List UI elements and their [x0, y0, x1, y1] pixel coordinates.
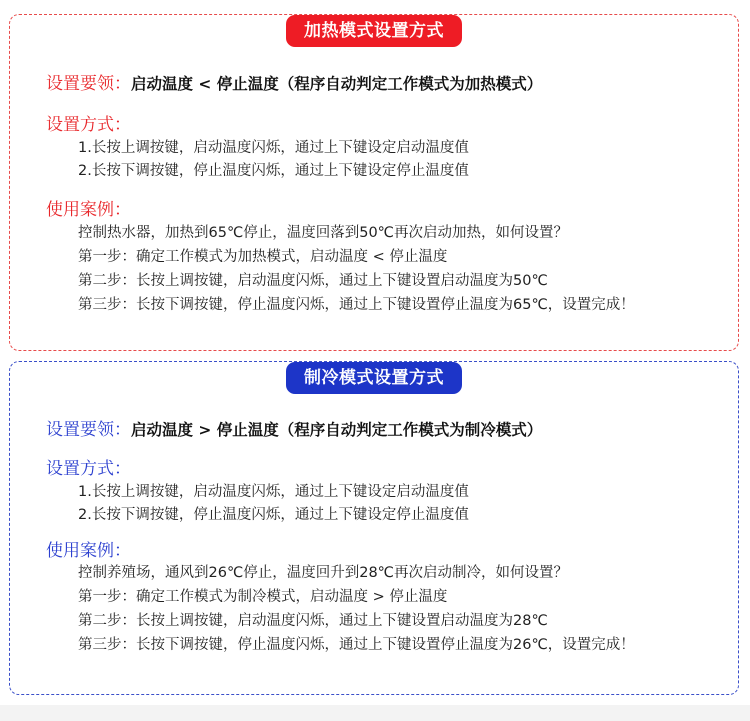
- heating-example-label: 使用案例：: [46, 200, 131, 220]
- cooling-example-question: 控制养殖场，通风到26℃停止，温度回升到28℃再次启动制冷，如何设置？: [78, 565, 568, 581]
- heating-method-item-1: 1.长按上调按键，启动温度闪烁，通过上下键设定启动温度值: [78, 140, 469, 156]
- heating-mode-panel: [9, 14, 739, 351]
- heating-method-item-2: 2.长按下调按键，停止温度闪烁，通过上下键设定停止温度值: [78, 163, 469, 179]
- cooling-key-label: 设置要领：: [46, 420, 131, 440]
- cooling-example-step-2: 第二步：长按上调按键，启动温度闪烁，通过上下键设置启动温度为28℃: [78, 613, 548, 629]
- heating-method-label: 设置方式：: [46, 115, 131, 135]
- bottom-strip: [0, 705, 750, 721]
- cooling-key-point: [46, 415, 542, 440]
- cooling-example-step-1: 第一步：确定工作模式为制冷模式，启动温度 > 停止温度: [78, 589, 448, 605]
- heating-key-text: 启动温度 < 停止温度（程序自动判定工作模式为加热模式）: [131, 75, 543, 93]
- heating-method-heading: [46, 110, 131, 135]
- heating-example-step-2: 第二步：长按上调按键，启动温度闪烁，通过上下键设置启动温度为50℃: [78, 273, 548, 289]
- cooling-example-heading: [46, 536, 131, 561]
- cooling-method-heading: [46, 454, 131, 479]
- heating-key-point: [46, 69, 542, 94]
- heating-key-label: 设置要领：: [46, 74, 131, 94]
- cooling-method-label: 设置方式：: [46, 459, 131, 479]
- heating-example-heading: [46, 195, 131, 220]
- cooling-example-label: 使用案例：: [46, 541, 131, 561]
- heating-example-question: 控制热水器，加热到65℃停止，温度回落到50℃再次启动加热，如何设置？: [78, 225, 568, 241]
- cooling-mode-panel: [9, 361, 739, 695]
- cooling-key-text: 启动温度 > 停止温度（程序自动判定工作模式为制冷模式）: [131, 421, 543, 439]
- cooling-method-item-2: 2.长按下调按键，停止温度闪烁，通过上下键设定停止温度值: [78, 507, 469, 523]
- heating-example-step-1: 第一步：确定工作模式为加热模式，启动温度 < 停止温度: [78, 249, 448, 265]
- heating-example-step-3: 第三步：长按下调按键，停止温度闪烁，通过上下键设置停止温度为65℃，设置完成！: [78, 297, 635, 313]
- cooling-example-step-3: 第三步：长按下调按键，停止温度闪烁，通过上下键设置停止温度为26℃，设置完成！: [78, 637, 635, 653]
- heating-mode-title: 加热模式设置方式: [286, 15, 462, 47]
- cooling-mode-title: 制冷模式设置方式: [286, 362, 462, 394]
- cooling-method-item-1: 1.长按上调按键，启动温度闪烁，通过上下键设定启动温度值: [78, 484, 469, 500]
